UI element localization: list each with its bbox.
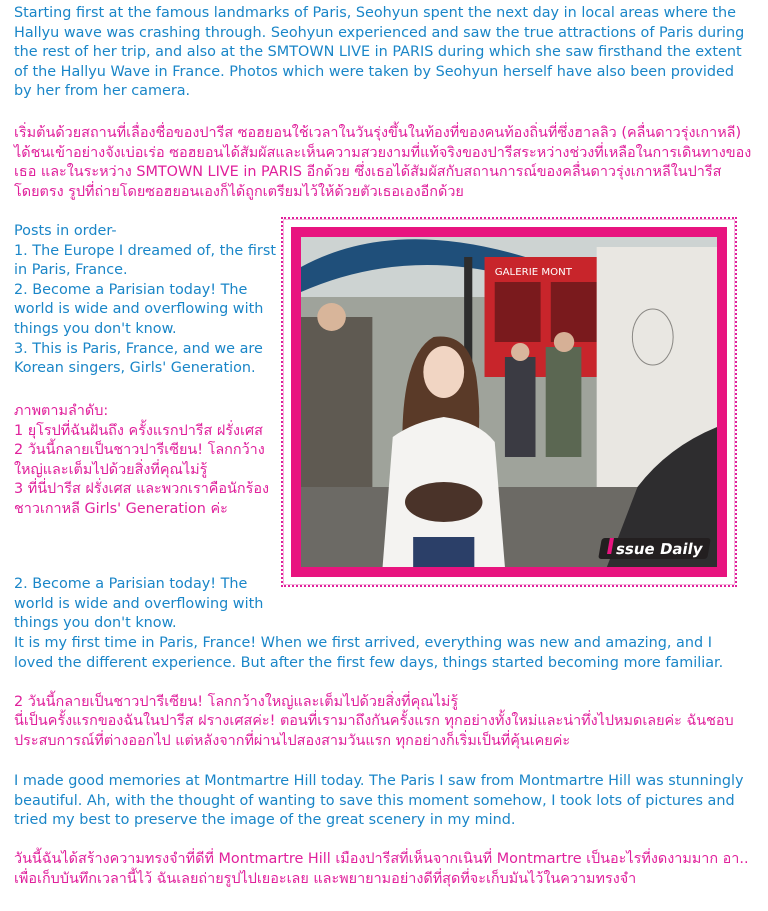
photo-frame (281, 217, 737, 587)
section-title-thai: 2 วันนี้กลายเป็นชาวปารีเซียน! โลกกว้างใหญ่และเต็มไปด้วยสิ่งที่คุณไม่รู้ (14, 694, 459, 710)
shop-sign: GALERIE MONT (494, 267, 573, 278)
list-item: 1. The Europe I dreamed of, the first in Paris, France. (14, 242, 276, 279)
list-item: 2 วันนี้กลายเป็นชาวปารีเซียน! โลกกว้างใหญ่และเต็มไปด้วยสิ่งที่คุณไม่รู้ (14, 442, 265, 478)
section-title-english: 2. Become a Parisian today! The world is wide and overflowing with things you don't know. (14, 576, 264, 632)
photo-pink-border (291, 227, 727, 577)
posts-heading: Posts in order- (14, 223, 117, 239)
posts-heading-thai: ภาพตามลำดับ: (14, 403, 109, 419)
paragraph-thai-1: นี่เป็นครั้งแรกของฉันในปารีส ฝรางเศสค่ะ! ตอนที่เรามาถึงกันครั้งแรก ทุกอย่างทั้งใหม่และน่าทึ่งไปหมดเลยค่ะ ฉันชอบประสบการณ์ที่ต่างออกไป แต่หลังจากที่ผ่านไปสองสามวันแรก ทุกอย่างก็เริ่มเป็นที่คุ้นเคยค่ะ (14, 713, 734, 749)
intro-thai: เริ่มต้นด้วยสถานที่เลื่องชื่อของปารีส ซอฮยอนใช้เวลาในวันรุ่งขึ้นในท้องที่ของคนท้องถิ่นที่ซึ่งฮาลลิว (คลื่นดาวรุ่งเกาหลี) ได้ชนเข้าอย่างจังเบ่อเร่อ ซอฮยอนได้สัมผัสและเห็นความสวยงามที่แท้จริงของปารีสระหว่างช่วงที่เหลือในการเดินทางของเธอ และในระหว่าง SMTOWN LIVE in PARIS อีกด้วย ซึ่งเธอได้สัมผัสกับสถานการณ์ของคลื่นดาวรุ่งเกาหลีในปารีสโดยตรง รูปที่ถ่ายโดยซอฮยอนเองก็ได้ถูกเตรียมไว้ให้ด้วยตัวเธอเองอีกด้วย (14, 125, 752, 200)
list-item: 1 ยุโรปที่ฉันฝันถึง ครั้งแรกปารีส ฝรั่งเศส (14, 422, 263, 439)
list-item: 3 ที่นี่ปารีส ฝรั่งเศส และพวกเราคือนักร้องชาวเกาหลี Girls' Generation ค่ะ (14, 481, 270, 517)
list-item: 2. Become a Parisian today! The world is wide and overflowing with things you don't know. (14, 281, 264, 337)
intro-english: Starting first at the famous landmarks of Paris, Seohyun spent the next day in local areas where the Hallyu wave was crashing through. Seohyun experienced and saw the true attractions of Paris during the rest of her trip, and also at the SMTOWN LIVE in PARIS during which she saw firsthand the extent of the Hallyu Wave in France. Photos which were taken by Seohyun herself have also been provided by her from her camera. (14, 5, 745, 100)
paragraph-thai-2: วันนี้ฉันได้สร้างความทรงจำที่ดีที่ Montmartre Hill เมืองปารีสที่เห็นจากเนินที่ Montmartre เป็นอะไรที่งดงามมาก อา.. เพื่อเก็บบันทึกเวลานี้ไว้ ฉันเลยถ่ายรูปไปเยอะเลย และพยายามอย่างดีที่สุดที่จะเก็บมันไว้ในความทรงจำ (14, 851, 749, 887)
list-item: 3. This is Paris, France, and we are Korean singers, Girls' Generation. (14, 340, 263, 377)
paragraph-english-2: I made good memories at Montmartre Hill today. The Paris I saw from Montmartre Hill was stunningly beautiful. Ah, with the thought of wanting to save this moment somehow, I took lots of pictures and tried my best to preserve the image of the great scenery in my mind. (14, 773, 744, 829)
issue-daily-logo: Issue Daily (598, 538, 710, 559)
posts-list-english (14, 222, 276, 379)
photo-illustration (301, 237, 717, 567)
photo-seohyun-montmartre (301, 237, 717, 567)
posts-list-thai (14, 402, 276, 520)
paragraph-english-1: It is my first time in Paris, France! When we first arrived, everything was new and amazing, and I loved the different experience. But after the first few days, things started becoming more familiar. (14, 635, 724, 671)
